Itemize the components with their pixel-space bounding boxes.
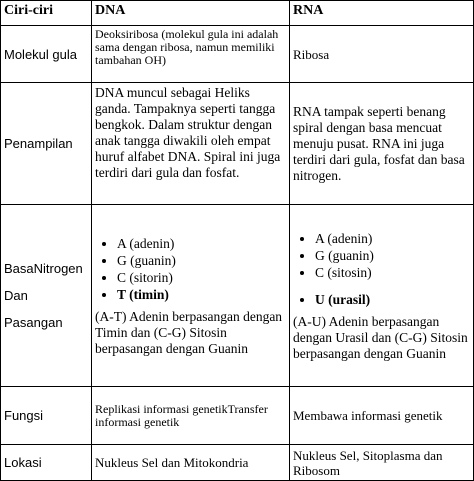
dna-cell xyxy=(92,205,290,387)
dna-bases-list xyxy=(95,235,286,303)
list-item: • C (sitosin) xyxy=(315,264,470,281)
list-item: • A (adenin) xyxy=(117,235,286,252)
feature-cell: Penampilan xyxy=(1,83,92,205)
header-row xyxy=(1,1,474,26)
header-dna: DNA xyxy=(92,1,290,26)
list-item: • U (urasil) xyxy=(315,291,470,308)
list-item: • T (timin) xyxy=(117,286,286,303)
rna-cell: Ribosa xyxy=(290,26,474,83)
row-basa-nitrogen xyxy=(1,205,474,387)
dna-cell: Deoksiribosa (molekul gula ini adalah sama dengan ribosa, namun memiliki tambahan OH) xyxy=(92,26,290,83)
row-penampilan xyxy=(1,83,474,205)
feature-line: Dan xyxy=(4,288,28,303)
list-item: • G (guanin) xyxy=(117,252,286,269)
feature-cell xyxy=(1,205,92,387)
feature-cell: Molekul gula xyxy=(1,26,92,83)
dna-cell: Nukleus Sel dan Mitokondria xyxy=(92,445,290,481)
list-item: • C (sitorin) xyxy=(117,269,286,286)
row-fungsi xyxy=(1,387,474,445)
rna-bases-list xyxy=(293,230,470,308)
dna-cell: DNA muncul sebagai Heliks ganda. Tampaknya seperti tangga bengkok. Dalam struktur dengan anak tangga diwakili oleh empat huruf alfabet DNA. Spiral ini juga terdiri dari gula dan fosfat. xyxy=(92,83,290,205)
feature-line: Pasangan xyxy=(4,315,63,330)
feature-label-stack xyxy=(4,261,88,330)
list-item: • A (adenin) xyxy=(315,230,470,247)
feature-cell: Fungsi xyxy=(1,387,92,445)
rna-cell xyxy=(290,205,474,387)
list-item: • G (guanin) xyxy=(315,247,470,264)
dna-cell: Replikasi informasi genetikTransfer informasi genetik xyxy=(92,387,290,445)
header-rna: RNA xyxy=(290,1,474,26)
row-lokasi xyxy=(1,445,474,481)
rna-cell: Nukleus Sel, Sitoplasma dan Ribosom xyxy=(290,445,474,481)
row-molekul-gula xyxy=(1,26,474,83)
feature-cell: Lokasi xyxy=(1,445,92,481)
dna-pairing-text: (A-T) Adenin berpasangan dengan Timin dan (C-G) Sitosin berpasangan dengan Guanin xyxy=(95,308,283,356)
header-ciri-ciri: Ciri-ciri xyxy=(1,1,92,26)
feature-line: BasaNitrogen xyxy=(4,261,83,276)
rna-cell: RNA tampak seperti benang spiral dengan basa mencuat menuju pusat. RNA ini juga terdiri dari gula, fosfat dan basa nitrogen. xyxy=(290,83,474,205)
rna-pairing-text: (A-U) Adenin berpasangan dengan Urasil dan (C-G) Sitosin berpasangan dengan Guanin xyxy=(293,313,468,361)
rna-cell: Membawa informasi genetik xyxy=(290,387,474,445)
